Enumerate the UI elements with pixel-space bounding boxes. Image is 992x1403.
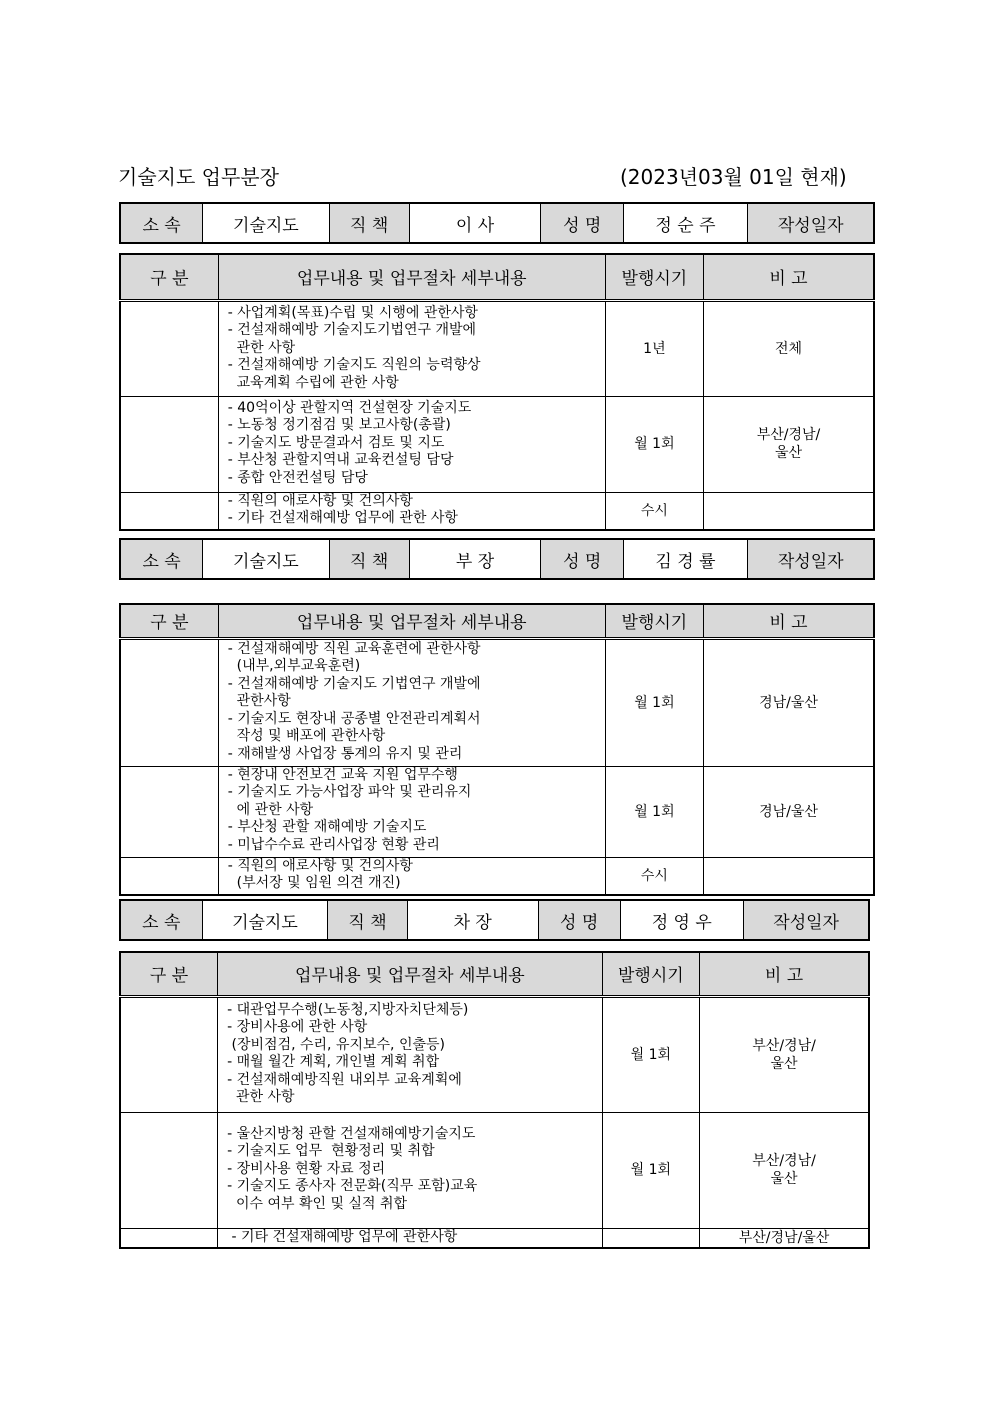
duty-row [120,396,874,492]
affiliation-value: 기술지도 [203,203,330,243]
date-label: 작성일자 [747,539,874,579]
affiliation-label: 소 속 [120,539,203,579]
duty-line: - 기술지도 가능사업장 파악 및 관리유지 [227,784,472,800]
affiliation-value: 기술지도 [202,900,328,940]
header-frequency: 발행시기 [605,604,703,638]
category-cell [120,638,218,766]
header-remarks: 비 고 [704,604,874,638]
duty-line: - 재해발생 사업장 통계의 유지 및 관리 [227,745,463,762]
duty-row [120,1112,869,1228]
staff-info-row [120,900,869,940]
duty-line: - 기타 건설재해예방 업무에 관한사항 [227,1228,458,1245]
category-cell [120,766,218,857]
duty-line: 관한 사항 [227,339,296,356]
duty-line: (부서장 및 임원 의견 개진) [227,875,401,891]
duty-table [119,951,870,1249]
duty-line: 관한사항 [227,693,291,709]
duty-line: - 기술지도 방문결과서 검토 및 지도 [227,434,445,451]
position-value: 차 장 [407,900,538,940]
page-title: 기술지도 업무분장 [118,165,279,189]
position-label: 직 책 [329,539,409,579]
staff-info-table [119,538,875,580]
duty-line: - 장비사용에 관한 사항 [227,1019,368,1035]
duty-content-cell [218,857,605,895]
frequency-cell: 수시 [605,492,703,530]
staff-info-row [120,539,874,579]
duty-content-cell [218,996,602,1112]
header-remarks: 비 고 [700,952,869,996]
duty-table-header [120,254,874,300]
duty-content-cell [218,492,605,530]
duty-line: 관한 사항 [227,1089,295,1105]
duty-line: - 기술지도 종사자 전문화(직무 포함)교육 [227,1178,478,1194]
remarks-cell: 부산/경남/ 울산 [700,1112,869,1228]
duty-content-cell [218,1228,602,1248]
category-cell [120,492,218,530]
duty-line: - 직원의 애로사항 및 건의사항 [227,492,413,509]
duty-line: - 건설재해예방 기술지도 기법연구 개발에 [227,675,481,692]
frequency-cell [602,1228,700,1248]
name-label: 성 명 [541,203,624,243]
duty-line: - 직원의 애로사항 및 건의사항 [227,857,413,874]
category-cell [120,1228,218,1248]
duty-row [120,300,874,396]
duty-content-cell [218,1112,602,1228]
remarks-cell: 부산/경남/ 울산 [700,996,869,1112]
position-label: 직 책 [329,203,409,243]
frequency-cell: 수시 [605,857,703,895]
duty-line: - 기술지도 업무 현황정리 및 취합 [227,1143,435,1159]
duty-line: - 노동청 정기점검 및 보고사항(총괄) [227,417,451,433]
remarks-cell: 부산/경남/울산 [700,1228,869,1248]
duty-line: - 사업계획(목표)수립 및 시행에 관한사항 [227,304,478,321]
duty-table [119,253,875,531]
duty-row [120,638,874,766]
header-content: 업무내용 및 업무절차 세부내용 [218,604,605,638]
name-value: 정 순 주 [624,203,748,243]
frequency-cell: 1년 [605,300,703,396]
duty-line: - 기타 건설재해예방 업무에 관한 사항 [227,510,458,526]
position-label: 직 책 [328,900,408,940]
as-of-date: (2023년03월 01일 현재) [620,165,847,189]
header-category: 구 분 [120,952,218,996]
date-label: 작성일자 [743,900,869,940]
duty-line: - 부산청 관할지역내 교육컨설팅 담당 [227,452,454,468]
category-cell [120,396,218,492]
staff-info-table [119,202,875,244]
affiliation-value: 기술지도 [203,539,330,579]
duty-line: - 매월 월간 계획, 개인별 계획 취합 [227,1054,440,1070]
frequency-cell: 월 1회 [602,996,700,1112]
duty-content-cell [218,638,605,766]
duty-line: 작성 및 배포에 관한사항 [227,728,386,744]
remarks-cell: 전체 [704,300,874,396]
remarks-cell: 경남/울산 [704,766,874,857]
remarks-cell: 부산/경남/ 울산 [704,396,874,492]
duty-table [119,603,875,896]
position-value: 이 사 [409,203,541,243]
category-cell [120,300,218,396]
duty-line: 에 관한 사항 [227,801,314,818]
position-value: 부 장 [409,539,541,579]
frequency-cell: 월 1회 [605,396,703,492]
remarks-cell [704,857,874,895]
category-cell [120,996,218,1112]
category-cell [120,1112,218,1228]
staff-info-row [120,203,874,243]
duty-content-cell [218,300,605,396]
frequency-cell: 월 1회 [602,1112,700,1228]
duty-line: - 기술지도 현장내 공종별 안전관리계획서 [227,710,481,727]
category-cell [120,857,218,895]
duty-line: - 장비사용 현황 자료 정리 [227,1160,386,1177]
frequency-cell: 월 1회 [605,766,703,857]
duty-line: (내부,외부교육훈련) [227,658,361,674]
header-remarks: 비 고 [704,254,874,300]
duty-content-cell [218,766,605,857]
duty-line: - 40억이상 관할지역 건설현장 기술지도 [227,399,472,416]
duty-line: 교육계획 수립에 관한 사항 [227,374,399,391]
duty-line: - 건설재해예방 직원 교육훈련에 관한사항 [227,640,481,657]
remarks-cell: 경남/울산 [704,638,874,766]
remarks-cell [704,492,874,530]
duty-line: - 건설재해예방직원 내외부 교육계획에 [227,1071,462,1088]
name-value: 김 경 률 [624,539,748,579]
header-content: 업무내용 및 업무절차 세부내용 [218,952,602,996]
name-label: 성 명 [538,900,620,940]
duty-row [120,857,874,895]
duty-line: - 대관업무수행(노동청,지방자치단체등) [227,1001,469,1018]
header-frequency: 발행시기 [602,952,700,996]
duty-line: - 건설재해예방 기술지도기법연구 개발에 [227,322,477,338]
duty-line: - 울산지방청 관할 건설재해예방기술지도 [227,1125,476,1142]
name-value: 정 영 우 [620,900,743,940]
duty-line: - 건설재해예방 기술지도 직원의 능력향상 [227,357,481,373]
duty-line: - 미납수수료 관리사업장 현황 관리 [227,836,440,853]
duty-row [120,996,869,1112]
header-category: 구 분 [120,254,218,300]
duty-row [120,492,874,530]
frequency-cell: 월 1회 [605,638,703,766]
duty-row [120,766,874,857]
duty-line: - 부산청 관할 재해예방 기술지도 [227,819,427,835]
affiliation-label: 소 속 [120,900,202,940]
header-content: 업무내용 및 업무절차 세부내용 [218,254,605,300]
duty-line: 이수 여부 확인 및 실적 취합 [227,1195,408,1212]
affiliation-label: 소 속 [120,203,203,243]
duty-content-cell [218,396,605,492]
staff-info-table [119,899,870,941]
duty-table-header [120,604,874,638]
header-category: 구 분 [120,604,218,638]
header-frequency: 발행시기 [605,254,703,300]
name-label: 성 명 [541,539,624,579]
duty-line: - 현장내 안전보건 교육 지원 업무수행 [227,766,458,783]
duty-table-header [120,952,869,996]
duty-line: - 종합 안전컨설팅 담당 [227,469,368,486]
date-label: 작성일자 [747,203,874,243]
duty-line: (장비점검, 수리, 유지보수, 인출등) [227,1036,445,1053]
duty-row [120,1228,869,1248]
